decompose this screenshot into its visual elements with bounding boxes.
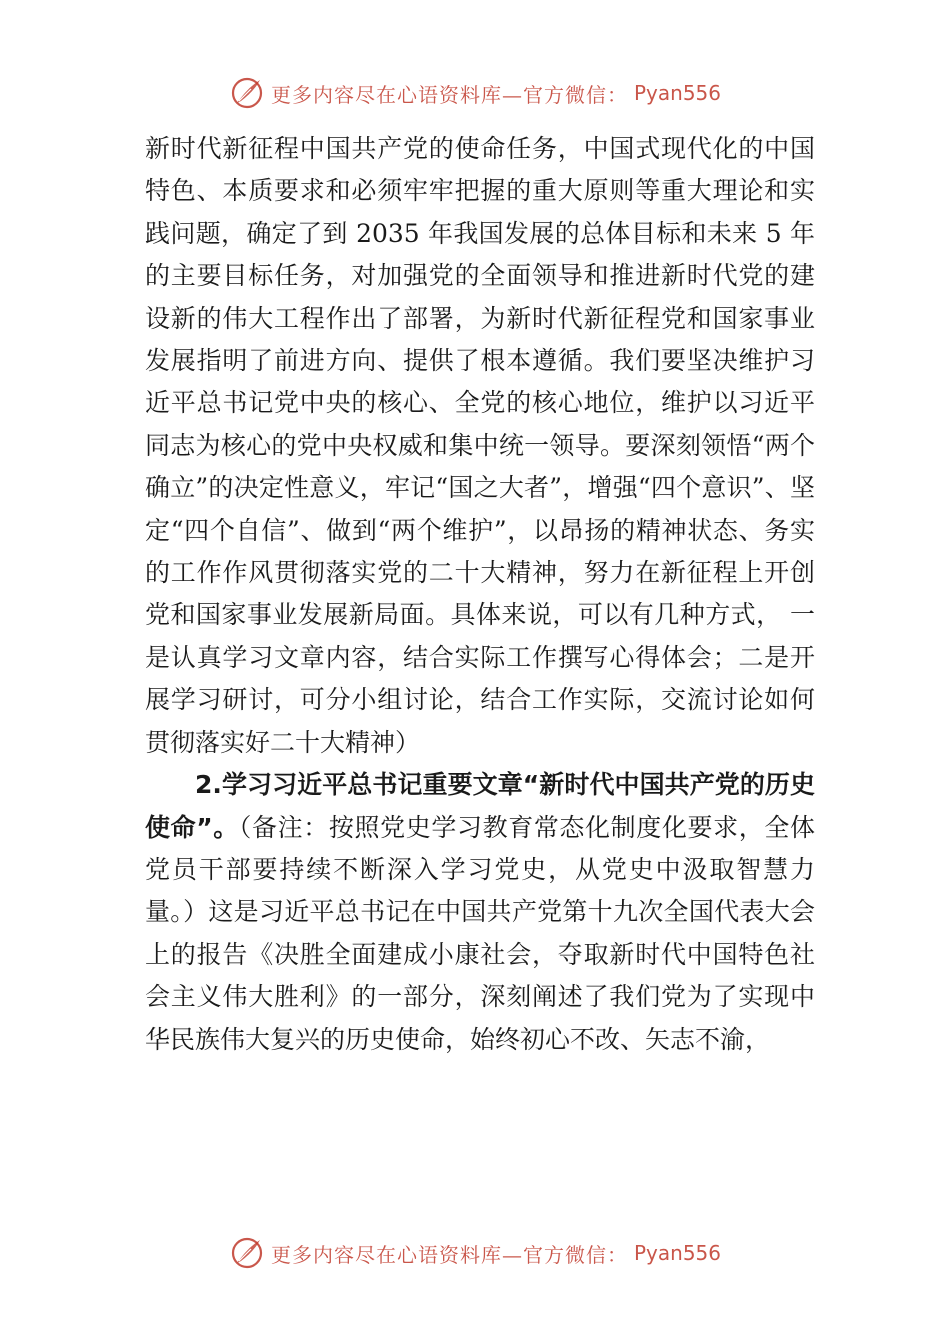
body-paragraph-1: 新时代新征程中国共产党的使命任务，中国式现代化的中国特色、本质要求和必须牢牢把握的重大原则等重大理论和实践问题，确定了到 2035 年我国发展的总体目标和未来 5 年的主要目标任务，对加强党的全面领导和推进新时代党的建设新的伟大工程作出了部署，为新时代新征程党和国家事业发展指明了前进方向、提供了根本遵循。我们要坚决维护习近平总书记党中央的核心、全党的核心地位，维护以习近平同志为核心的党中央权威和集中统一领导。要深刻领悟“两个确立”的决定性意义，牢记“国之大者”，增强“四个意识”、坚定“四个自信”、做到“两个维护”，以昂扬的精神状态、务实的工作作风贯彻落实党的二十大精神，努力在新征程上开创党和国家事业发展新局面。具体来说，可以有几种方式， 一是认真学习文章内容，结合实际工作撰写心得体会；二是开展学习研讨，可分小组讨论，结合工作实际，交流讨论如何贯彻落实好二十大精神） (145, 134, 815, 757)
section-heading-2: 2.学习习近平总书记重要文章“新时代中国共产党的历史使命”。 (145, 770, 815, 842)
body-paragraph-2 (145, 764, 815, 1061)
header-watermark-banner (0, 68, 950, 118)
footer-watermark-text: 更多内容尽在心语资料库—官方微信： (270, 1242, 628, 1267)
footer-watermark-banner (0, 1228, 950, 1278)
header-watermark-text: 更多内容尽在心语资料库—官方微信： (270, 82, 628, 107)
body-paragraph-2-text: （备注：按照党史学习教育常态化制度化要求，全体党员干部要持续不断深入学习党史，从党史中汲取智慧力量。）这是习近平总书记在中国共产党第十九次全国代表大会上的报告《决胜全面建成小康社会，夺取新时代中国特色社会主义伟大胜利》的一部分，深刻阐述了我们党为了实现中华民族伟大复兴的历史使命，始终初心不改、矢志不渝， (145, 812, 815, 1054)
document-body (145, 128, 815, 1061)
quill-circle-logo-icon (229, 75, 265, 111)
header-watermark-handle: Pyan556 (633, 81, 721, 105)
footer-watermark-handle: Pyan556 (633, 1241, 721, 1265)
quill-circle-logo-icon (229, 1235, 265, 1271)
